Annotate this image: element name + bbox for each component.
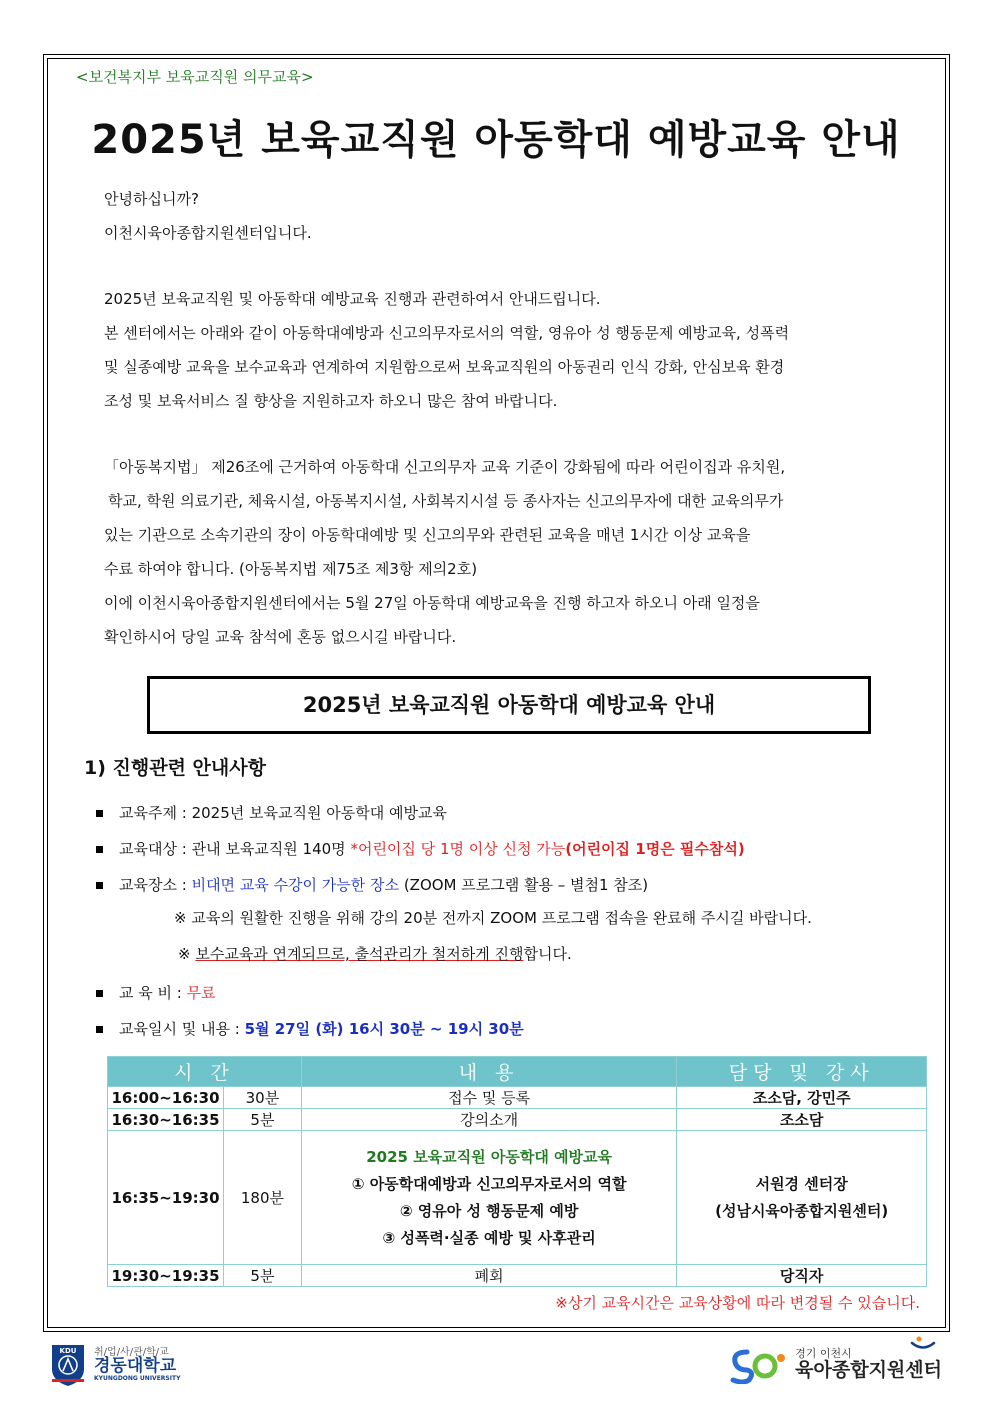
table-row: [108, 1109, 927, 1131]
note-mark: ※: [178, 945, 196, 963]
schedule-footnote: ※상기 교육시간은 교육상황에 따라 변경될 수 있습니다.: [555, 1294, 920, 1312]
list-item-topic: [96, 795, 956, 831]
row-content: [301, 1131, 676, 1265]
paragraph-line: 학교, 학원 의료기관, 체육시설, 아동복지시설, 사회복지시설 등 종사자는 신고의무자에 대한 교육의무가: [108, 492, 784, 510]
fee-label: 교 육 비 :: [119, 984, 182, 1002]
date-value: 5월 27일 (화) 16시 30분 ~ 19시 30분: [244, 1020, 524, 1038]
row-time: 16:35~19:30: [108, 1131, 224, 1265]
bullet-square-icon: [96, 1026, 103, 1033]
target-value: 관내 보육교직원 140명: [191, 840, 346, 858]
row-lecturer: [677, 1131, 927, 1265]
lecturer-name: 서원경 센터장: [755, 1174, 848, 1193]
boxed-title: 2025년 보육교직원 아동학대 예방교육 안내: [147, 676, 871, 734]
row-duration: 5분: [223, 1109, 301, 1131]
row-content: 접수 및 등록: [301, 1087, 676, 1109]
target-label: 교육대상 :: [119, 840, 187, 858]
topic-value: 2025년 보육교직원 아동학대 예방교육: [191, 804, 447, 822]
row-lecturer: 당직자: [677, 1265, 927, 1287]
paragraph-line: 본 센터에서는 아래와 같이 아동학대예방과 신고의무자로서의 역할, 영유아 성 행동문제 예방교육, 성폭력: [104, 324, 790, 342]
kdu-shield-icon: [48, 1343, 88, 1387]
lecturer-org: (성남시육아종합지원센터): [715, 1201, 889, 1220]
row-duration: 5분: [223, 1265, 301, 1287]
row-lecturer: 조소담, 강민주: [677, 1087, 927, 1109]
greeting-line: 안녕하십니까?: [104, 190, 199, 208]
greeting-line: 이천시육아종합지원센터입니다.: [104, 224, 312, 242]
page-title: 2025년 보육교직원 아동학대 예방교육 안내: [91, 117, 901, 163]
list-item-date: [96, 1011, 956, 1047]
row-lecturer: 조소담: [677, 1109, 927, 1131]
bullet-square-icon: [96, 990, 103, 997]
law-paragraph: [104, 450, 924, 654]
place-value: 비대면 교육 수강이 가능한 장소: [191, 876, 400, 894]
table-row: [108, 1131, 927, 1265]
place-label: 교육장소 :: [119, 876, 187, 894]
bullet-square-icon: [96, 882, 103, 889]
target-note: *어린이집 당 1명 이상 신청 가능: [350, 840, 566, 858]
greeting: [104, 182, 924, 250]
bullet-square-icon: [96, 810, 103, 817]
table-header-row: [108, 1057, 927, 1087]
paragraph-line: 조성 및 보육서비스 질 향상을 지원하고자 하오니 많은 참여 바랍니다.: [104, 392, 558, 410]
section-heading: 1) 진행관련 안내사항: [84, 757, 266, 779]
header-lecturer: 담당 및 강사: [677, 1057, 927, 1087]
smile-icon: [910, 1336, 936, 1350]
kdu-name-en: KYUNGDONG UNIVERSITY: [94, 1375, 181, 1383]
attendance-note-suffix: 합니다.: [523, 945, 572, 963]
header-time: 시 간: [108, 1057, 302, 1087]
fee-value: 무료: [186, 984, 216, 1002]
paragraph-line: 2025년 보육교직원 및 아동학대 예방교육 진행과 관련하여서 안내드립니다.: [104, 290, 601, 308]
bullet-square-icon: [96, 846, 103, 853]
topic-label: 교육주제 :: [119, 804, 187, 822]
paragraph-line: 확인하시어 당일 교육 참석에 혼동 없으시길 바랍니다.: [104, 628, 457, 646]
date-label: 교육일시 및 내용 :: [119, 1020, 240, 1038]
table-row: [108, 1087, 927, 1109]
table-row: [108, 1265, 927, 1287]
center-logo-icon: [729, 1344, 789, 1384]
paragraph-line: 및 실종예방 교육을 보수교육과 연계하여 지원함으로써 보육교직원의 아동권리 인식 강화, 안심보육 환경: [104, 358, 785, 376]
list-item-target: [96, 831, 956, 867]
center-name: 육아종합지원센터: [795, 1358, 942, 1381]
list-item-fee: [96, 975, 956, 1011]
kdu-name: 경동대학교: [94, 1356, 177, 1377]
row-time: 19:30~19:35: [108, 1265, 224, 1287]
row-duration: 30분: [223, 1087, 301, 1109]
row-time: 16:00~16:30: [108, 1087, 224, 1109]
row-duration: 180분: [223, 1131, 301, 1265]
paragraph-line: 있는 기관으로 소속기관의 장이 아동학대예방 및 신고의무와 관련된 교육을 매년 1시간 이상 교육을: [104, 526, 751, 544]
content-item: ① 아동학대예방과 신고의무자로서의 역할: [351, 1174, 627, 1193]
zoom-note: ※ 교육의 원활한 진행을 위해 강의 20분 전까지 ZOOM 프로그램 접속을 완료해 주시길 바랍니다.: [174, 909, 812, 927]
row-content: 강의소개: [301, 1109, 676, 1131]
header-content: 내 용: [301, 1057, 676, 1087]
content-item: ② 영유아 성 행동문제 예방: [399, 1201, 579, 1220]
attendance-note: [96, 939, 956, 975]
list-item-place: [96, 867, 956, 903]
info-list: [96, 795, 956, 1047]
paragraph-line: 수료 하여야 합니다. (아동복지법 제75조 제3항 제의2호): [104, 560, 478, 578]
subtitle: <보건복지부 보육교직원 의무교육>: [76, 68, 314, 86]
schedule-table: [107, 1056, 927, 1287]
content-item: ③ 성폭력·실종 예방 및 사후관리: [382, 1228, 596, 1247]
target-note-required: (어린이집 1명은 필수참석): [565, 840, 745, 858]
row-content: 폐회: [301, 1265, 676, 1287]
kdu-logo: [48, 1343, 180, 1387]
intro-paragraph: [104, 282, 924, 418]
kdu-mark: KDU: [59, 1347, 77, 1355]
row-time: 16:30~16:35: [108, 1109, 224, 1131]
attendance-note-underlined: 보수교육과 연계되므로, 출석관리가 철저하게 진행: [195, 945, 524, 963]
paragraph-line: 이에 이천시육아종합지원센터에서는 5월 27일 아동학대 예방교육을 진행 하고자 하오니 아래 일정을: [104, 594, 760, 612]
content-title: 2025 보육교직원 아동학대 예방교육: [366, 1147, 613, 1166]
center-logo: [729, 1340, 942, 1388]
kdu-tagline: 취/업/사/관/학/교: [94, 1346, 169, 1358]
paragraph-line: 「아동복지법」 제26조에 근거하여 아동학대 신고의무자 교육 기준이 강화됨에 따라 어린이집과 유치원,: [104, 458, 786, 476]
center-region: 경기 이천시: [795, 1346, 852, 1360]
place-detail: (ZOOM 프로그램 활용 – 별첨1 참조): [403, 876, 649, 894]
